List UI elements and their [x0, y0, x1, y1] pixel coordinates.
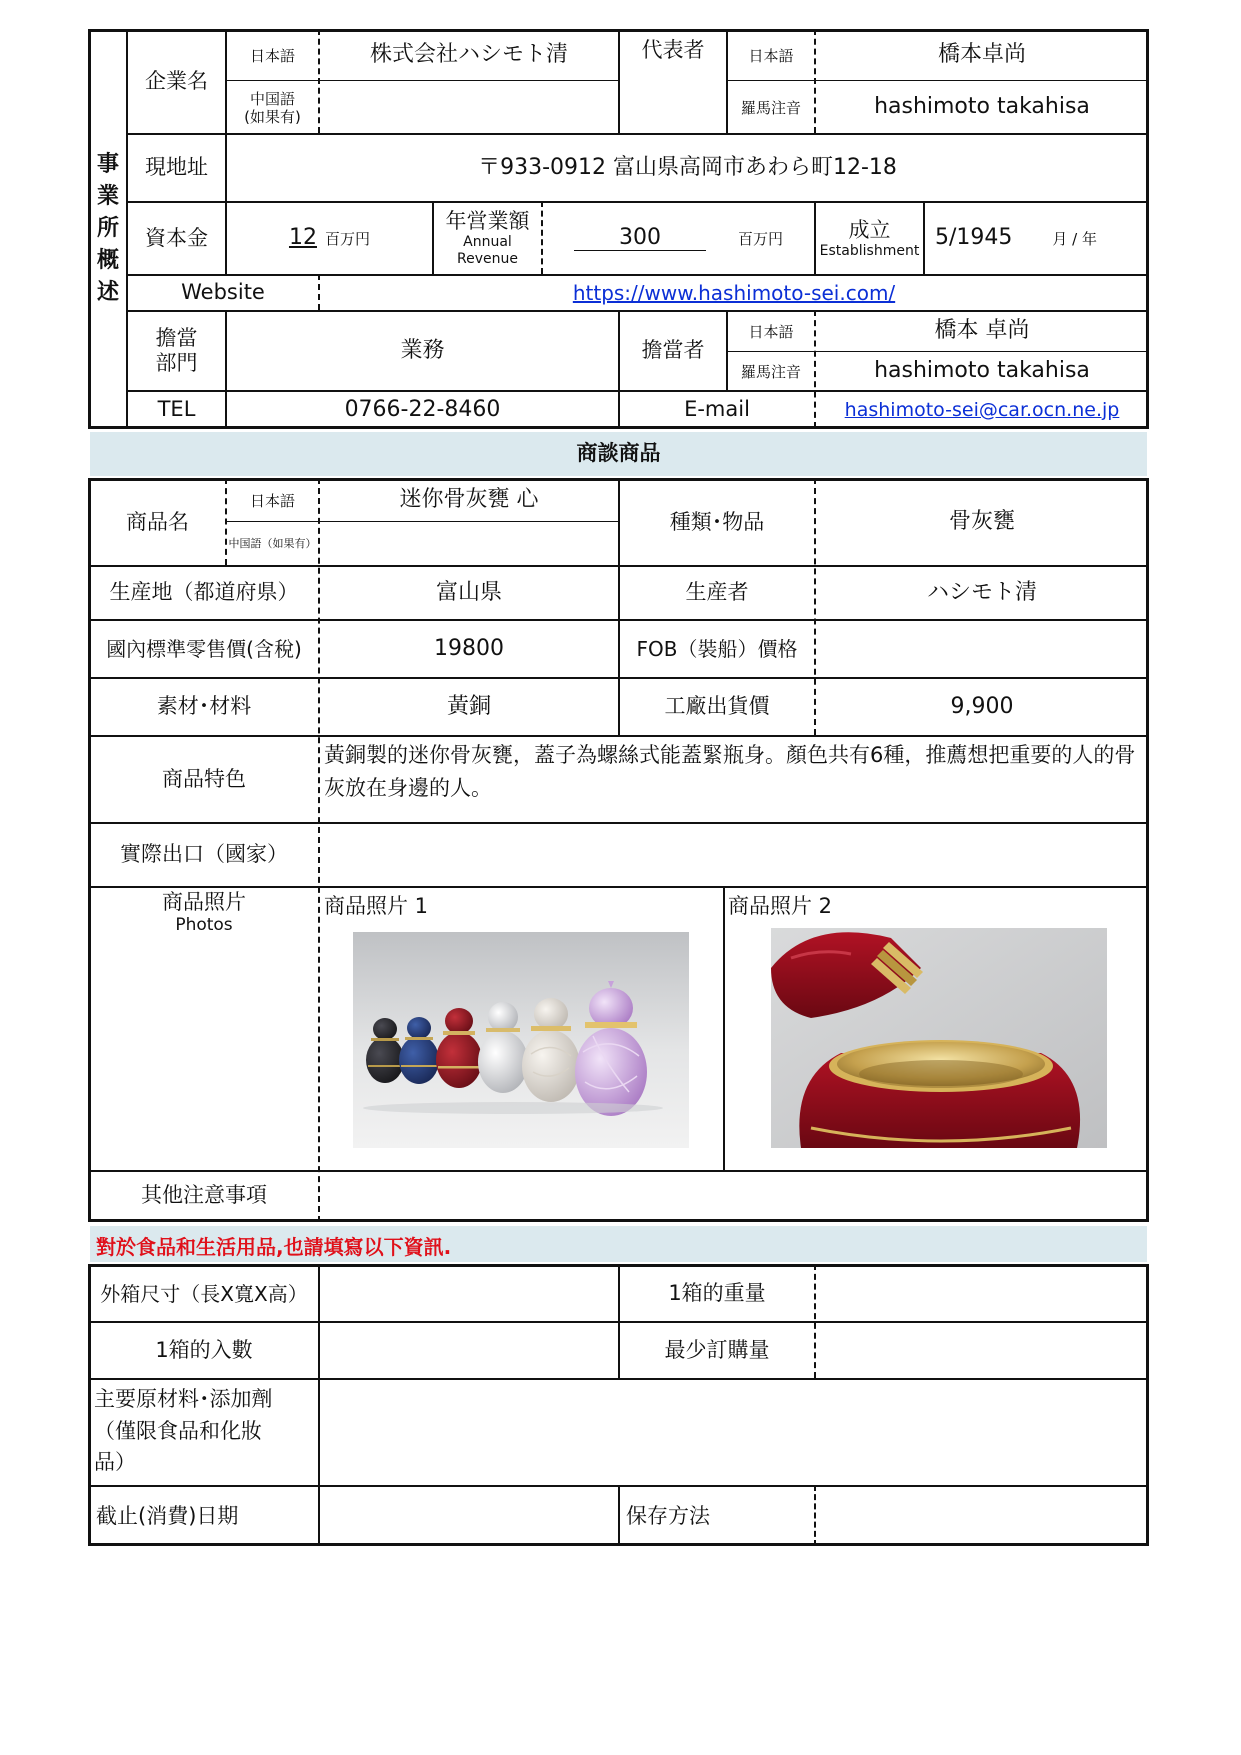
- company-name-ja: 株式会社ハシモト清: [369, 42, 568, 68]
- section-label-business-overview: [90, 31, 126, 427]
- product-photo-1: [353, 932, 689, 1148]
- product-name-label: 商品名: [126, 509, 189, 534]
- section-label-char: 業: [96, 184, 119, 210]
- company-name-zh: [320, 82, 618, 133]
- tel-label: TEL: [157, 397, 196, 422]
- product-lang-ja-label: 日本語: [249, 491, 295, 510]
- rule: [723, 886, 725, 1170]
- producer-label: 生産者: [685, 580, 749, 605]
- material-value: 黃銅: [446, 693, 491, 719]
- capital-field: [227, 203, 432, 274]
- representative-name-ja: 橋本卓尚: [937, 42, 1026, 68]
- product-name-zh: [320, 523, 618, 565]
- urns-row-image: [353, 932, 689, 1148]
- origin-label: 生産地（都道府県）: [109, 580, 299, 605]
- expiry-label: 截止(消費)日期: [96, 1503, 239, 1528]
- product-name-ja: 迷你骨灰甕 心: [399, 487, 539, 513]
- email-link[interactable]: hashimoto-sei@car.ocn.ne.jp: [844, 398, 1120, 421]
- dept-value: 業務: [400, 337, 445, 363]
- expiry-value: [320, 1487, 618, 1546]
- box-count-value: [320, 1323, 618, 1378]
- revenue-field: [543, 203, 814, 274]
- notes-value: [320, 1172, 1148, 1220]
- established-sub: Establishment: [819, 242, 920, 259]
- person-name-roman: hashimoto takahisa: [874, 358, 1090, 384]
- established-label-cell: [816, 203, 923, 274]
- rule: [225, 80, 618, 81]
- representative-label: 代表者: [641, 38, 705, 62]
- urn-open-lid-image: [771, 928, 1107, 1148]
- capital-unit: 百万円: [324, 229, 370, 248]
- revenue-sub1: Annual: [463, 234, 512, 251]
- export-label: 實際出口（國家）: [120, 842, 288, 867]
- capital-value: 12: [288, 225, 317, 251]
- email-cell: [816, 392, 1148, 428]
- category-value: 骨灰甕: [948, 509, 1015, 535]
- moq-value: [816, 1323, 1148, 1378]
- rep-lang-ja-label: 日本語: [748, 46, 794, 65]
- company-lang-ja-label: 日本語: [249, 46, 295, 65]
- fob-price-label: FOB（裝船）價格: [636, 637, 798, 661]
- section-label-char: 述: [96, 279, 119, 305]
- notes-label: 其他注意事項: [141, 1183, 267, 1208]
- origin-value: 富山県: [435, 579, 502, 605]
- representative-name-roman: hashimoto takahisa: [874, 94, 1090, 120]
- moq-label: 最少訂購量: [664, 1337, 770, 1362]
- box-weight-label: 1箱的重量: [668, 1280, 766, 1305]
- established-label: 成立: [848, 217, 891, 242]
- address-value: 〒933-0912 富山県高岡市あわら町12-18: [478, 154, 897, 180]
- revenue-unit: 百万円: [737, 229, 783, 248]
- company-lang-zh-label: [227, 82, 318, 133]
- retail-price-label: 國內標準零售價(含稅): [106, 637, 302, 661]
- material-label: 素材･材料: [156, 694, 252, 719]
- person-in-charge-label: 擔當者: [641, 338, 705, 363]
- storage-label: 保存方法: [626, 1503, 710, 1528]
- address-label: 現地址: [145, 155, 208, 180]
- lang-zh-line1: 中国語: [249, 89, 295, 108]
- rep-lang-roman-label: 羅馬注音: [740, 98, 801, 117]
- established-value: 5/1945: [935, 225, 1013, 251]
- revenue-value: 300: [574, 226, 706, 251]
- box-weight-value: [816, 1266, 1148, 1321]
- website-cell: [320, 276, 1148, 310]
- section-label-char: 所: [96, 216, 119, 242]
- retail-price-value: 19800: [434, 635, 504, 661]
- revenue-sub2: Revenue: [457, 251, 518, 268]
- revenue-label-cell: [434, 203, 541, 274]
- website-label: Website: [181, 280, 265, 305]
- ingredients-value: [320, 1380, 1148, 1485]
- dept-label-line1: 擔當: [155, 325, 198, 350]
- tel-value: 0766-22-8460: [344, 396, 501, 422]
- box-size-label: 外箱尺寸（長X寬X高）: [100, 1281, 308, 1306]
- features-label: 商品特色: [162, 766, 246, 791]
- factory-price-label: 工廠出貨價: [664, 694, 770, 719]
- photo-1-label: 商品照片 1: [324, 894, 429, 918]
- revenue-label: 年営業額: [445, 209, 530, 234]
- rule: [726, 351, 1148, 352]
- photos-label-cell: [90, 890, 318, 936]
- fob-price-value: [816, 621, 1148, 677]
- photos-label: 商品照片: [162, 890, 246, 914]
- box-size-value: [320, 1266, 618, 1321]
- category-label: 種類･物品: [669, 509, 765, 534]
- rule: [726, 80, 1148, 81]
- dept-label-line2: 部門: [155, 351, 198, 375]
- company-name-label: 企業名: [145, 69, 208, 94]
- photos-sub-label: Photos: [175, 915, 233, 936]
- food-note-band: [90, 1226, 1147, 1262]
- person-name-ja: 橋本 卓尚: [934, 318, 1030, 344]
- established-field: [925, 203, 1148, 274]
- dept-label: [128, 312, 225, 390]
- lang-zh-line2: (如果有): [244, 107, 301, 126]
- producer-value: ハシモト清: [926, 579, 1037, 605]
- section-label-char: 概: [96, 247, 119, 273]
- rule: [225, 521, 618, 522]
- product-lang-zh-label: 中国語（如果有）: [228, 537, 317, 551]
- factory-price-value: 9,900: [950, 693, 1014, 719]
- storage-value: [816, 1487, 1148, 1546]
- section-label-char: 事: [96, 152, 119, 178]
- email-label: E-mail: [684, 397, 750, 422]
- photo-2-label: 商品照片 2: [728, 894, 833, 918]
- box-count-label: 1箱的入數: [155, 1337, 253, 1362]
- capital-label: 資本金: [145, 225, 208, 250]
- food-note-text: 對於食品和生活用品,也請填寫以下資訊.: [96, 1235, 452, 1259]
- product-section-title: 商談商品: [90, 432, 1147, 476]
- person-lang-ja-label: 日本語: [748, 322, 794, 341]
- ingredients-label: 主要原材料･添加劑（僅限食品和化妝品）: [94, 1387, 273, 1474]
- features-value: 黃銅製的迷你骨灰甕，蓋子為螺絲式能蓋緊瓶身。顏色共有6種，推薦想把重要的人的骨灰放在身邊的人。: [324, 743, 1136, 800]
- export-value: [320, 824, 1148, 886]
- website-link[interactable]: https://www.hashimoto-sei.com/: [572, 281, 896, 305]
- established-unit: 月 / 年: [1052, 229, 1097, 248]
- person-lang-roman-label: 羅馬注音: [740, 362, 801, 381]
- rule: [90, 886, 1148, 888]
- product-photo-2: [771, 928, 1107, 1148]
